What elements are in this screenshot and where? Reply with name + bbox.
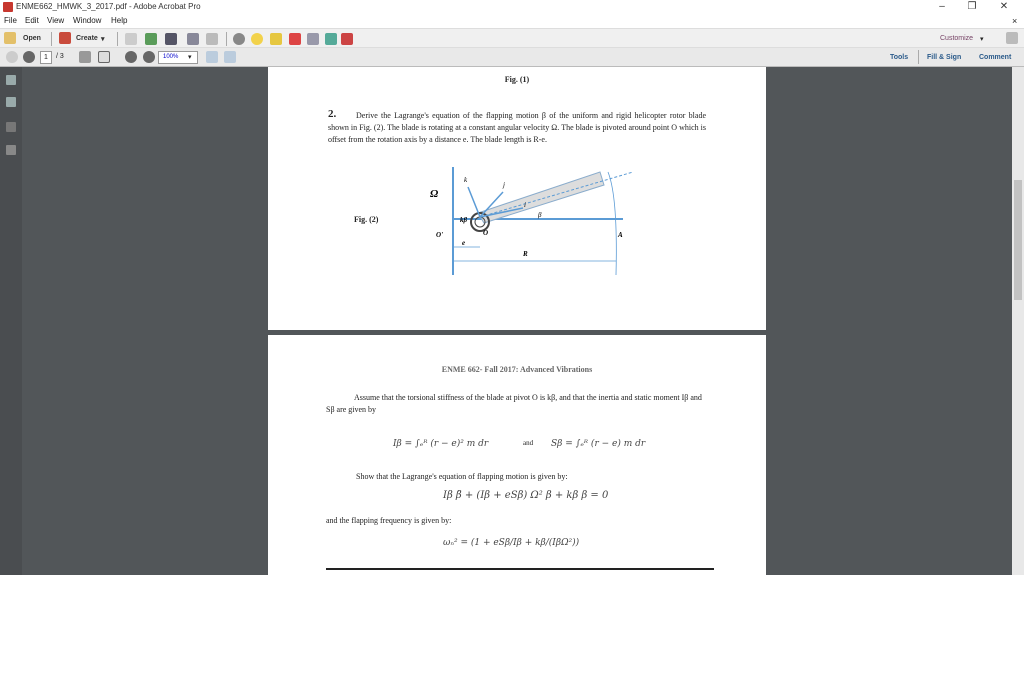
navigation-toolbar	[0, 48, 1024, 67]
pdf-page-2	[268, 335, 766, 575]
close-button[interactable]: ✕	[999, 1, 1009, 12]
fig1-caption: Fig. (1)	[504, 75, 530, 84]
R-label: R	[523, 250, 528, 258]
menu-help[interactable]: Help	[111, 16, 128, 25]
divider	[226, 32, 227, 46]
O-label: O	[483, 229, 489, 237]
question-number: 2.	[328, 108, 337, 120]
total-pages: / 3	[56, 53, 64, 60]
signatures-icon[interactable]	[6, 122, 16, 132]
gear-icon[interactable]	[233, 33, 245, 45]
page-number-input[interactable]: 1	[40, 51, 52, 64]
document-viewport[interactable]	[0, 67, 1024, 575]
k-label: k	[464, 176, 468, 184]
print-icon[interactable]	[165, 33, 177, 45]
sign-icon[interactable]	[341, 33, 353, 45]
save-icon[interactable]	[125, 33, 137, 45]
divider-line	[326, 568, 714, 570]
rotor-blade-diagram	[418, 167, 638, 277]
highlight-icon[interactable]	[270, 33, 282, 45]
fig2-caption: Fig. (2)	[354, 215, 379, 224]
i-label: i	[524, 201, 526, 209]
j-label: j	[503, 181, 505, 189]
open-button[interactable]: Open	[23, 35, 41, 42]
omega-label: Ω	[430, 188, 439, 200]
title-bar	[0, 0, 1024, 14]
fit-width-icon[interactable]	[224, 51, 236, 63]
window-title: ENME662_HMWK_3_2017.pdf - Adobe Acrobat Pro	[16, 2, 201, 11]
divider	[117, 32, 118, 46]
A-label: A	[618, 231, 623, 239]
bookmarks-icon[interactable]	[6, 97, 16, 107]
maximize-button[interactable]: ❐	[967, 1, 977, 12]
page-thumbnails-icon[interactable]	[6, 75, 16, 85]
zoom-select[interactable]: 100%	[158, 51, 198, 64]
chevron-down-icon[interactable]: ▾	[188, 54, 192, 61]
and-label: and	[523, 439, 534, 447]
menu-edit[interactable]: Edit	[25, 16, 39, 25]
customize-button[interactable]: Customize	[940, 35, 974, 42]
vertical-scrollbar[interactable]	[1012, 67, 1024, 575]
k-vector	[468, 187, 480, 217]
arc	[608, 172, 616, 275]
menu-bar	[0, 14, 1024, 28]
chevron-down-icon[interactable]: ▾	[101, 36, 105, 43]
folder-icon[interactable]	[4, 32, 16, 44]
paragraph-show: Show that the Lagrange's equation of flapping motion is given by:	[356, 472, 568, 481]
e-label: e	[462, 239, 466, 247]
menu-file[interactable]: File	[4, 16, 17, 25]
create-button[interactable]: Create	[76, 35, 98, 42]
hand-tool-icon[interactable]	[98, 51, 110, 63]
fullscreen-icon[interactable]	[1006, 32, 1018, 44]
minimize-button[interactable]: –	[939, 1, 945, 12]
delete-page-icon[interactable]	[289, 33, 301, 45]
static-moment-equation: Sβ = ∫ₑᴿ (r − e) m dr	[551, 439, 646, 449]
navigation-pane	[0, 67, 22, 575]
select-tool-icon[interactable]	[79, 51, 91, 63]
email-icon[interactable]	[206, 33, 218, 45]
export-icon[interactable]	[325, 33, 337, 45]
tools-tab[interactable]: Tools	[890, 54, 909, 61]
close-document-button[interactable]: ×	[1012, 16, 1018, 26]
comment-icon[interactable]	[251, 33, 263, 45]
frequency-equation: ωₙ² = (1 + eSβ/Iβ + kβ/(IβΩ²))	[443, 538, 580, 548]
menu-view[interactable]: View	[47, 16, 65, 25]
previous-page-icon[interactable]	[6, 51, 18, 63]
divider	[918, 50, 919, 64]
cloud-upload-icon[interactable]	[145, 33, 157, 45]
search-document-icon[interactable]	[307, 33, 319, 45]
attachments-icon[interactable]	[6, 145, 16, 155]
fill-sign-tab[interactable]: Fill & Sign	[927, 54, 962, 61]
paragraph-assume: Assume that the torsional stiffness of the blade at pivot O is kβ, and that the inertia and static moment Iβ and Sβ are given by	[326, 393, 702, 414]
edit-document-icon[interactable]	[187, 33, 199, 45]
fit-page-icon[interactable]	[206, 51, 218, 63]
zoom-out-icon[interactable]	[125, 51, 137, 63]
create-pdf-icon[interactable]	[59, 32, 71, 44]
page-header: ENME 662- Fall 2017: Advanced Vibrations	[441, 365, 593, 374]
pdf-page-1	[268, 67, 766, 330]
paragraph-frequency: and the flapping frequency is given by:	[326, 516, 452, 525]
next-page-icon[interactable]	[23, 51, 35, 63]
O-prime-label: O'	[436, 231, 443, 239]
beta-label: β	[538, 211, 542, 219]
scrollbar-thumb[interactable]	[1014, 180, 1022, 300]
zoom-in-icon[interactable]	[143, 51, 155, 63]
pdf-app-icon	[3, 2, 13, 12]
comment-tab[interactable]: Comment	[979, 54, 1012, 61]
question-text: Derive the Lagrange's equation of the flapping motion β of the uniform and rigid helicopter rotor blade shown in Fig. (2). The blade is rotating at a constant angular velocity Ω. The blade is pivoted around point O which is offset from the rotation axis by a distance e. The blade length is R-e.	[328, 111, 706, 144]
menu-window[interactable]: Window	[73, 16, 102, 25]
lagrange-equation: Iβ β̈ + (Iβ + eSβ) Ω² β + kβ β = 0	[443, 490, 609, 501]
inertia-equation: Iβ = ∫ₑᴿ (r − e)² m dr	[393, 439, 489, 449]
chevron-down-icon[interactable]: ▾	[980, 36, 984, 43]
divider	[51, 32, 52, 46]
kb-label: kβ	[460, 216, 468, 224]
main-toolbar	[0, 28, 1024, 48]
